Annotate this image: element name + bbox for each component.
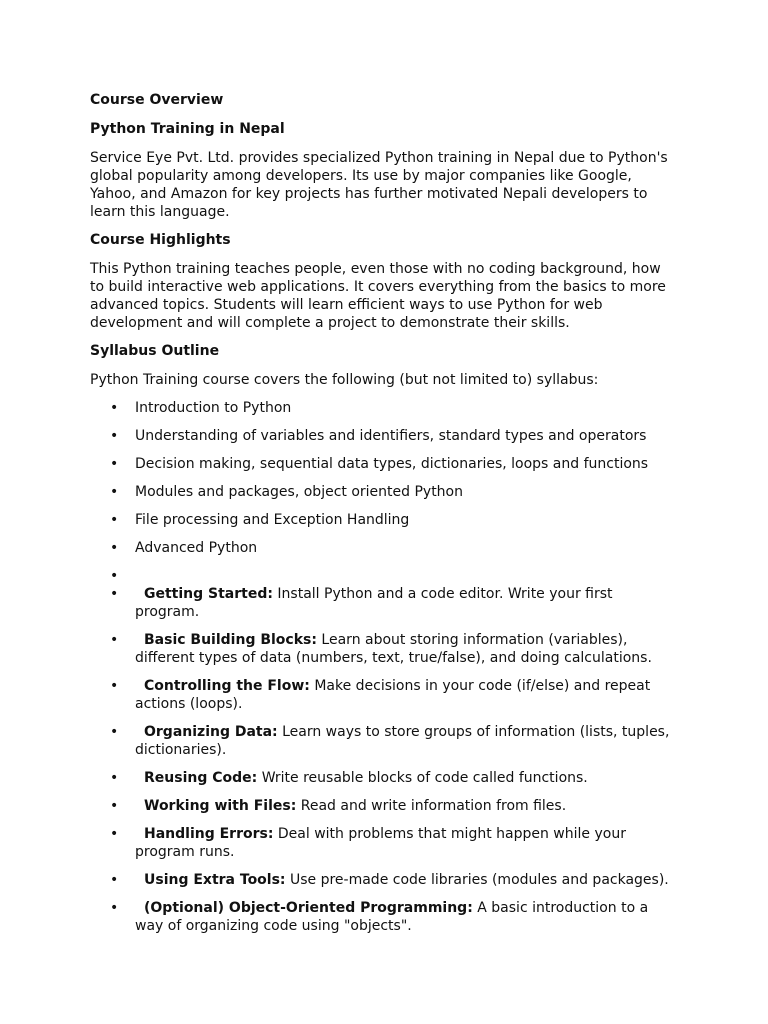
page-title: Python Training in Nepal [90, 121, 285, 137]
list-item [90, 871, 678, 889]
bullet-icon: • [110, 512, 119, 528]
list-item-term: Handling Errors: [144, 826, 274, 842]
intro-paragraph: Service Eye Pvt. Ltd. provides specialized Python training in Nepal due to Python's global popularity among developers. Its use by major companies like Google, Yahoo, and Amazon for key projects has further motivated Nepali developers to learn this language. [90, 150, 668, 220]
list-item [90, 511, 678, 529]
course-overview-heading: Course Overview [90, 92, 224, 108]
list-item [90, 399, 678, 417]
bullet-icon: • [110, 724, 119, 740]
list-item-text: A basic introduction to a way of organizing code using "objects". [135, 900, 649, 934]
course-highlights-heading: Course Highlights [90, 232, 231, 248]
bullet-icon: • [110, 826, 119, 842]
list-item [90, 677, 678, 713]
bullet-icon: • [110, 586, 119, 602]
bullet-icon: • [110, 428, 119, 444]
list-item-text: Understanding of variables and identifiers, standard types and operators [135, 428, 647, 444]
list-item-term: Reusing Code: [144, 770, 258, 786]
list-item-term: Controlling the Flow: [144, 678, 310, 694]
list-item [90, 483, 678, 501]
list-item-term: (Optional) Object-Oriented Programming: [144, 900, 473, 916]
list-item-text: Use pre-made code libraries (modules and packages). [285, 872, 669, 888]
bullet-icon: • [110, 568, 119, 584]
list-item-text: Introduction to Python [135, 400, 292, 416]
highlights-paragraph: This Python training teaches people, even those with no coding background, how to build interactive web applications. It covers everything from the basics to more advanced topics. Students will learn efficient ways to use Python for web development and will complete a project to demonstrate their skills. [90, 261, 666, 331]
list-item-text: Write reusable blocks of code called functions. [257, 770, 588, 786]
bullet-icon: • [110, 540, 119, 556]
list-item [90, 455, 678, 473]
syllabus-list [90, 399, 678, 585]
list-item-text: Learn about storing information (variables), different types of data (numbers, text, true/false), and doing calculations. [135, 632, 652, 666]
syllabus-outline-heading: Syllabus Outline [90, 343, 220, 359]
list-item [90, 723, 678, 759]
list-item-text: Modules and packages, object oriented Python [135, 484, 463, 500]
bullet-icon: • [110, 872, 119, 888]
bullet-icon: • [110, 456, 119, 472]
list-item [90, 631, 678, 667]
list-item-text: File processing and Exception Handling [135, 512, 410, 528]
bullet-icon: • [110, 798, 119, 814]
bullet-icon: • [110, 484, 119, 500]
list-item-text: Make decisions in your code (if/else) and repeat actions (loops). [135, 678, 651, 712]
list-item-text: Read and write information from files. [296, 798, 567, 814]
list-item-text: Deal with problems that might happen while your program runs. [135, 826, 626, 860]
bullet-icon: • [110, 632, 119, 648]
list-item-term: Basic Building Blocks: [144, 632, 317, 648]
list-item-term: Getting Started: [144, 586, 273, 602]
list-item-term: Organizing Data: [144, 724, 278, 740]
list-item-text: Decision making, sequential data types, dictionaries, loops and functions [135, 456, 649, 472]
list-item [90, 539, 678, 557]
bullet-icon: • [110, 678, 119, 694]
detail-list [90, 585, 678, 935]
syllabus-intro-paragraph: Python Training course covers the following (but not limited to) syllabus: [90, 372, 599, 388]
list-item [90, 585, 678, 621]
list-item-text: Learn ways to store groups of information (lists, tuples, dictionaries). [135, 724, 670, 758]
list-item [90, 825, 678, 861]
list-item [90, 427, 678, 445]
list-item [90, 797, 678, 815]
bullet-icon: • [110, 400, 119, 416]
bullet-icon: • [110, 770, 119, 786]
list-item-term: Working with Files: [144, 798, 297, 814]
list-item-term: Using Extra Tools: [144, 872, 286, 888]
bullet-icon: • [110, 900, 119, 916]
empty-list-item [90, 567, 678, 585]
list-item-text: Advanced Python [135, 540, 258, 556]
list-item-text: Install Python and a code editor. Write your first program. [135, 586, 613, 620]
list-item [90, 899, 678, 935]
list-item [90, 769, 678, 787]
